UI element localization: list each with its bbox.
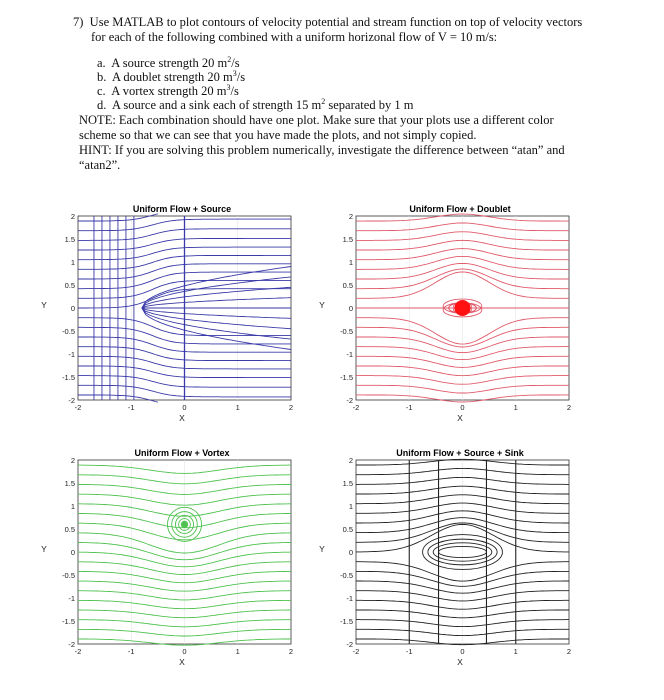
x-axis-label: X	[179, 413, 185, 423]
y-tick-label: 1	[348, 502, 353, 511]
item-b: b. A doublet strength 20 $m^3/s$	[97, 68, 246, 84]
y-axis-label: Y	[41, 544, 47, 554]
y-tick-label: 0.5	[342, 525, 353, 534]
note-line-1: NOTE: Each combination should have one plot. Make sure that your plots use a different color	[79, 113, 554, 127]
x-tick-label: 1	[235, 647, 240, 656]
note-line-2: scheme so that we can see that you have made the plots, and not simply copied.	[79, 128, 477, 142]
plot-title: Uniform Flow + Doublet	[409, 204, 511, 214]
y-tick-label: -0.5	[340, 571, 353, 580]
y-tick-label: -1	[346, 350, 353, 359]
y-tick-label: -2	[346, 640, 353, 649]
y-tick-label: 0	[70, 304, 75, 313]
x-tick-label: -1	[405, 647, 413, 656]
y-tick-label: -2	[346, 396, 353, 405]
problem-line-1	[73, 15, 582, 29]
hint-line-2: “atan2”.	[79, 158, 121, 172]
x-axis-label: X	[457, 657, 463, 667]
plot-vortex-svg	[40, 444, 310, 674]
y-tick-label: -1	[346, 594, 353, 603]
y-tick-label: 2	[348, 456, 353, 465]
y-tick-label: -1.5	[62, 617, 75, 626]
y-tick-label: -0.5	[340, 327, 353, 336]
x-tick-label: -1	[405, 403, 413, 412]
plot-vortex	[40, 444, 310, 679]
y-tick-label: 0.5	[64, 281, 75, 290]
x-tick-label: -2	[352, 647, 360, 656]
x-tick-label: -2	[74, 647, 82, 656]
problem-statement-2: for each of the following combined with a uniform horizonal flow of V = 10 m/s:	[91, 30, 498, 44]
x-tick-label: 1	[513, 403, 518, 412]
x-tick-label: 0	[182, 647, 187, 656]
vortex-center	[182, 521, 188, 527]
y-tick-label: -2	[68, 396, 75, 405]
plot-source-sink-svg	[318, 444, 588, 674]
x-tick-label: 2	[288, 403, 294, 412]
hint-line-1: HINT: If you are solving this problem numerically, investigate the difference between “atan” and	[79, 143, 565, 157]
y-tick-label: -1.5	[340, 617, 353, 626]
y-axis-label: Y	[319, 300, 325, 310]
item-d: d. A source and a sink each of strength 15 $m^2$ separated by 1 m	[97, 96, 414, 112]
x-tick-label: 1	[235, 403, 240, 412]
plot-doublet	[318, 200, 588, 435]
y-tick-label: 1.5	[64, 479, 75, 488]
x-axis-label: X	[457, 413, 463, 423]
plot-source-svg	[40, 200, 310, 430]
y-axis-label: Y	[41, 300, 47, 310]
y-tick-label: -0.5	[62, 327, 75, 336]
x-tick-label: -1	[127, 403, 135, 412]
y-tick-label: 0	[70, 548, 75, 557]
plot-title: Uniform Flow + Vortex	[134, 448, 230, 458]
item-a: a. A source strength 20 $m^2/s$	[97, 54, 240, 70]
problem-statement-1: Use MATLAB to plot contours of velocity potential and stream function on top of velocity vectors	[89, 15, 583, 29]
y-tick-label: 1	[70, 502, 75, 511]
y-tick-label: 0	[348, 548, 353, 557]
x-tick-label: -2	[74, 403, 82, 412]
y-tick-label: 0.5	[342, 281, 353, 290]
x-tick-label: 2	[566, 403, 572, 412]
plot-doublet-svg	[318, 200, 588, 430]
doublet-singularity	[455, 300, 471, 316]
item-c: c. A vortex strength 20 $m^3/s$	[97, 82, 239, 98]
x-tick-label: 1	[513, 647, 518, 656]
x-tick-label: 2	[566, 647, 572, 656]
x-tick-label: 2	[288, 647, 294, 656]
y-tick-label: 2	[348, 212, 353, 221]
x-tick-label: -2	[352, 403, 360, 412]
y-tick-label: 1	[348, 258, 353, 267]
y-tick-label: 1	[70, 258, 75, 267]
y-tick-label: 0	[348, 304, 353, 313]
y-tick-label: 1.5	[342, 479, 353, 488]
y-tick-label: 2	[70, 456, 75, 465]
plot-title: Uniform Flow + Source + Sink	[396, 448, 524, 458]
x-tick-label: 0	[182, 403, 187, 412]
x-axis-label: X	[179, 657, 185, 667]
y-tick-label: -0.5	[62, 571, 75, 580]
x-tick-label: 0	[460, 647, 465, 656]
y-tick-label: -1	[68, 594, 75, 603]
x-tick-label: 0	[460, 403, 465, 412]
y-tick-label: -1	[68, 350, 75, 359]
y-axis-label: Y	[319, 544, 325, 554]
plot-source	[40, 200, 310, 435]
y-tick-label: 1.5	[64, 235, 75, 244]
y-tick-label: -2	[68, 640, 75, 649]
y-tick-label: 1.5	[342, 235, 353, 244]
problem-number: 7)	[73, 15, 84, 29]
y-tick-label: 0.5	[64, 525, 75, 534]
plot-title: Uniform Flow + Source	[132, 204, 232, 214]
x-tick-label: -1	[127, 647, 135, 656]
y-tick-label: 2	[70, 212, 75, 221]
y-tick-label: -1.5	[62, 373, 75, 382]
y-tick-label: -1.5	[340, 373, 353, 382]
plot-source-sink	[318, 444, 588, 679]
